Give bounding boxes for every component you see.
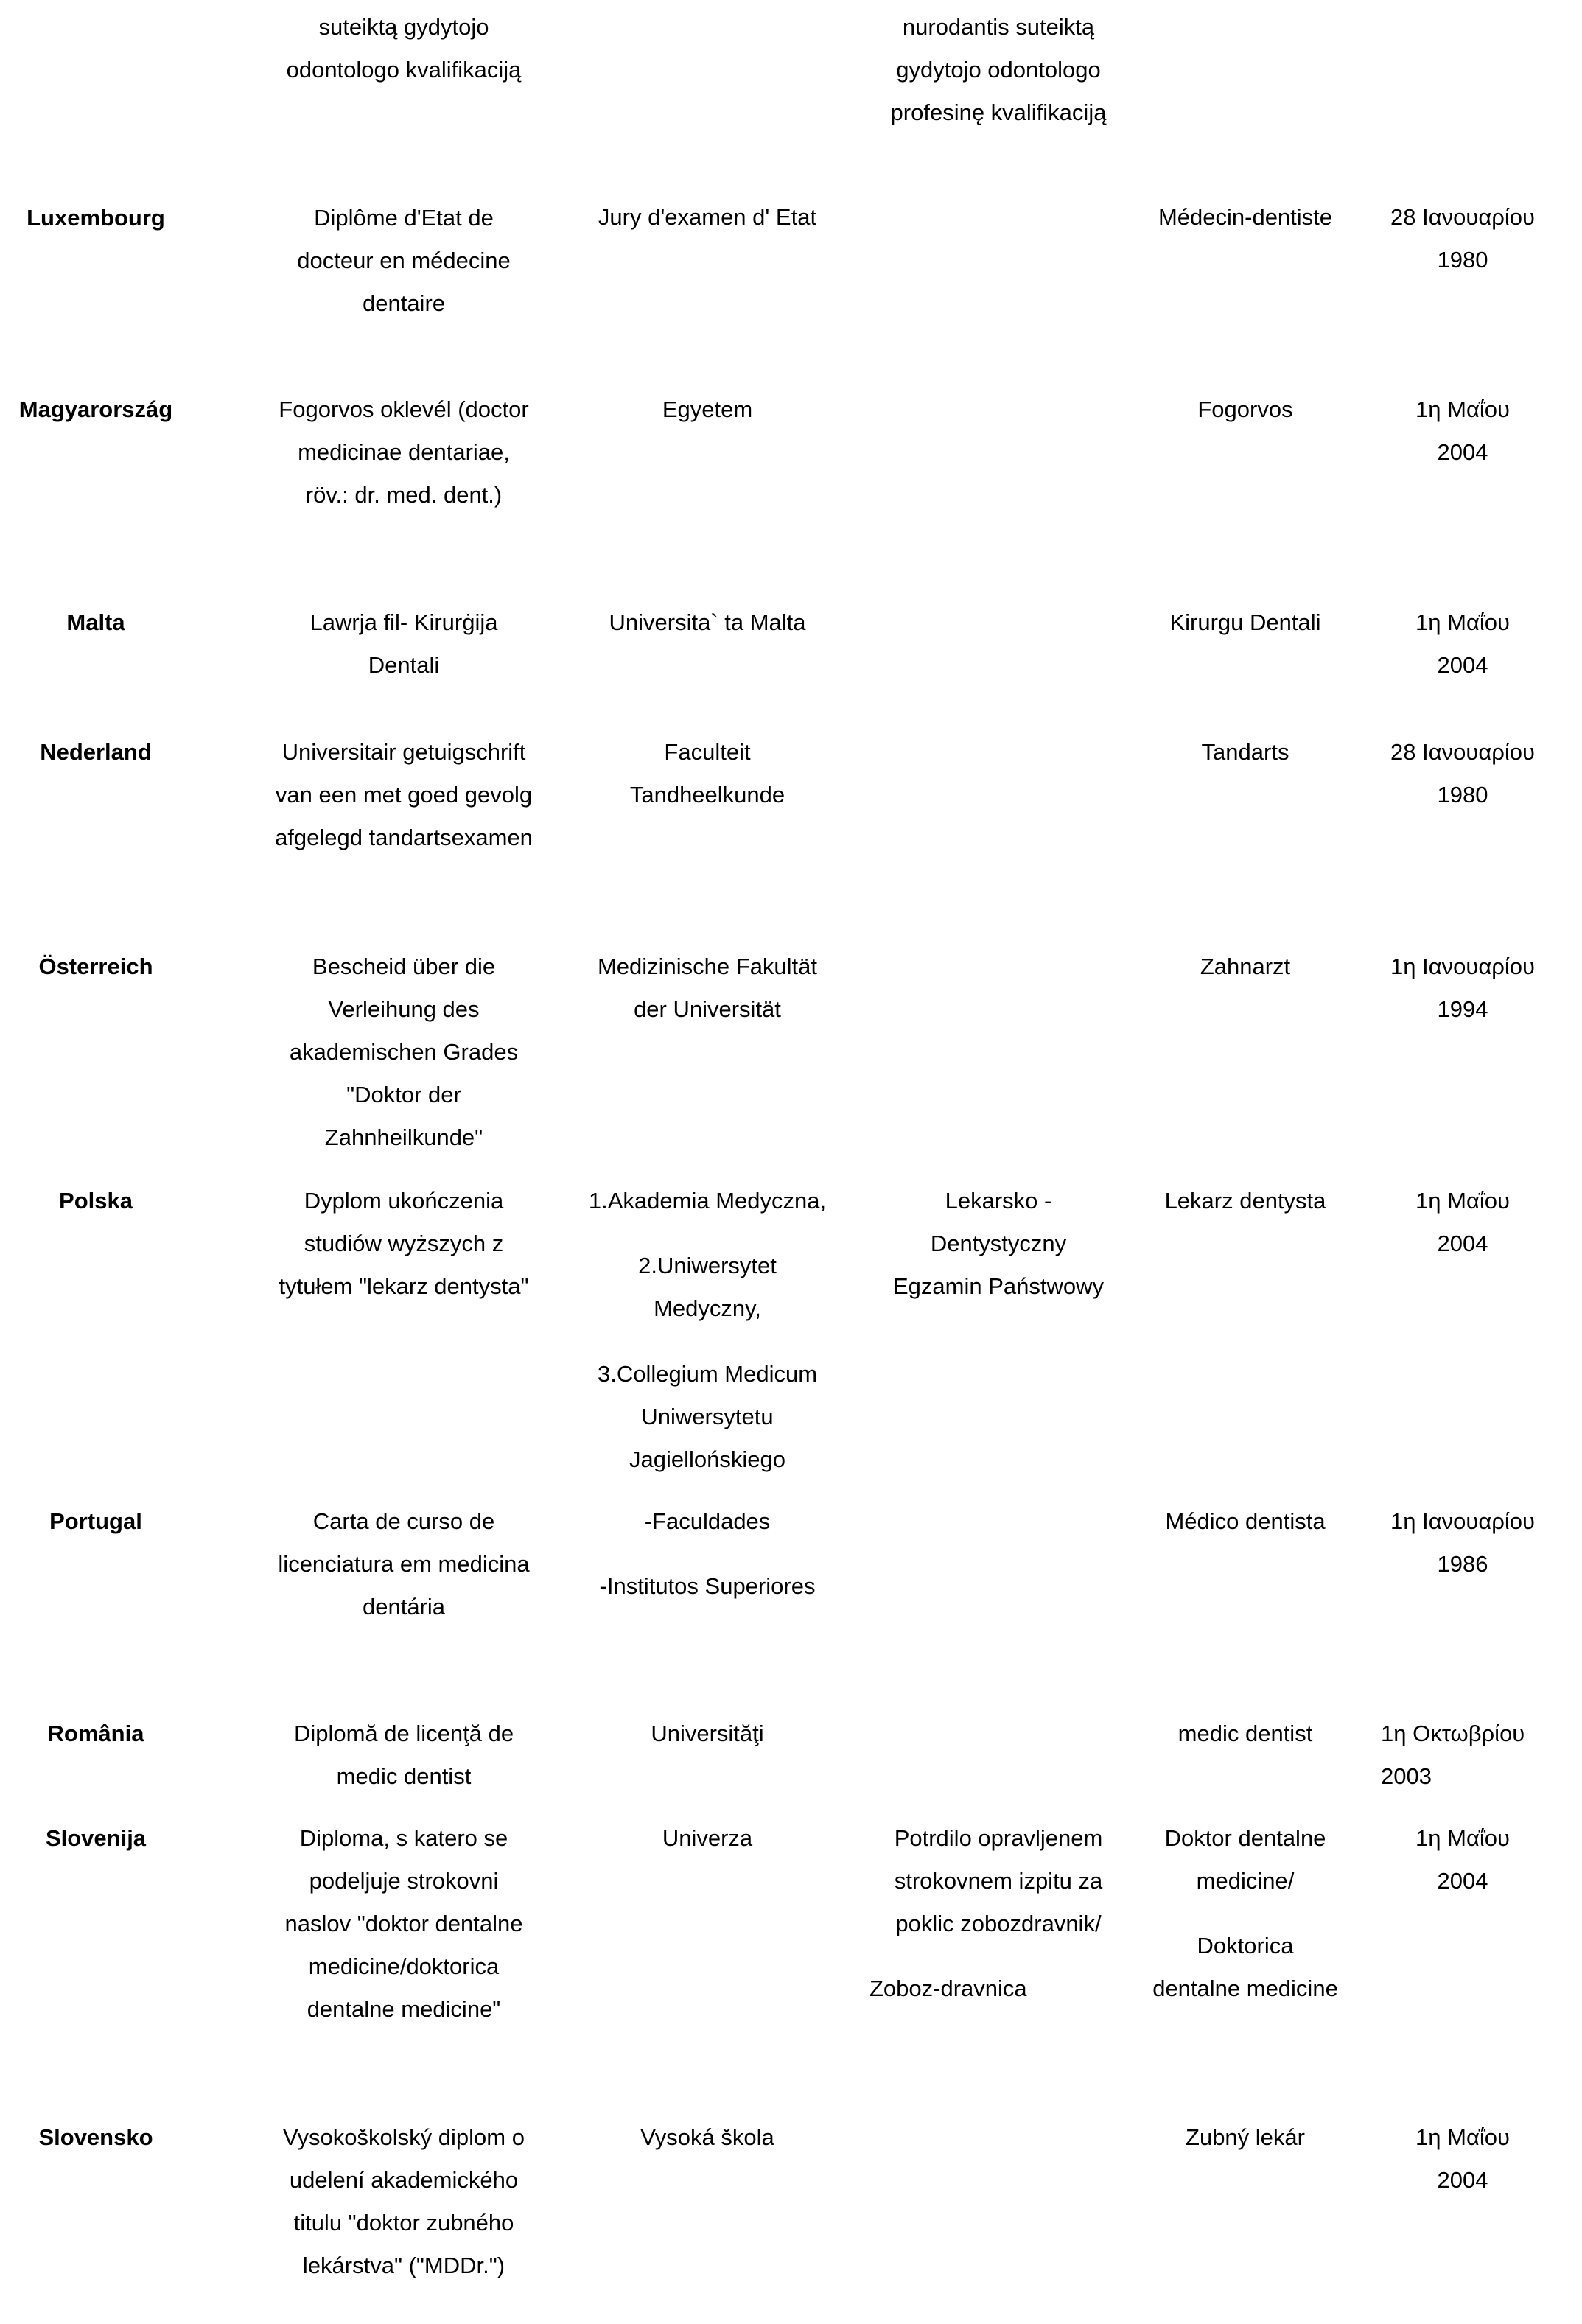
awarding-body: -Faculdades [644, 1508, 771, 1534]
awarding-body: Egyetem [662, 396, 753, 422]
professional-title: Doktorica dentalne medicine [1152, 1933, 1338, 2001]
country-name: Polska [59, 1188, 133, 1214]
country-name: Luxembourg [27, 205, 165, 231]
country-name: Magyarország [18, 396, 173, 422]
continued-diploma-text: suteiktą gydytojo odontologo kvalifikaciją [286, 14, 522, 83]
professional-title: Fogorvos [1197, 396, 1293, 422]
reference-date: 1η Ιανουαρίου 1986 [1390, 1508, 1535, 1577]
reference-date: 1η Μαΐου 2004 [1415, 1825, 1510, 1894]
diploma-title: Universitair getuigschrift van een met goed gevolg afgelegd tandartsexamen [275, 739, 533, 850]
professional-title: Zahnarzt [1200, 953, 1291, 979]
awarding-body: Vysoká škola [640, 2124, 774, 2150]
certificate-title: Lekarsko - Dentystyczny Egzamin Państwowy [892, 1188, 1104, 1299]
professional-title: Tandarts [1201, 739, 1289, 765]
country-name: Österreich [38, 953, 153, 979]
country-name: Portugal [49, 1508, 142, 1534]
country-name: Slovenija [45, 1825, 147, 1851]
diploma-title: Diplôme d'Etat de docteur en médecine dentaire [297, 205, 511, 316]
diploma-title: Diplomă de licenţă de medic dentist [293, 1721, 514, 1789]
reference-date: 1η Ιανουαρίου 1994 [1390, 953, 1535, 1022]
reference-date: 1η Μαΐου 2004 [1415, 2124, 1510, 2193]
country-name: Malta [66, 609, 125, 635]
certificate-title: Zoboz-dravnica [869, 1975, 1027, 2001]
reference-date: 1η Μαΐου 2004 [1415, 1188, 1510, 1256]
professional-title: Lekarz dentysta [1164, 1188, 1326, 1214]
awarding-body: Universita` ta Malta [609, 609, 806, 635]
diploma-title: Vysokoškolský diplom o udelení akademického titulu "doktor zubného lekárstva" ("MDDr.") [283, 2124, 525, 2278]
awarding-body: -Institutos Superiores [599, 1573, 816, 1599]
awarding-body: Faculteit Tandheelkunde [629, 739, 785, 808]
diploma-title: Fogorvos oklevél (doctor medicinae dentariae, röv.: dr. med. dent.) [279, 396, 529, 508]
diploma-title: Lawrja fil- Kirurġija Dentali [309, 609, 498, 678]
awarding-body: 2.Uniwersytet Medyczny, [638, 1253, 777, 1321]
continued-certificate-text: nurodantis suteiktą gydytojo odontologo profesinę kvalifikaciją [890, 14, 1107, 125]
awarding-body: 3.Collegium Medicum Uniwersytetu Jagiellońskiego [597, 1361, 818, 1472]
diploma-title: Dyplom ukończenia studiów wyższych z tytułem "lekarz dentysta" [279, 1188, 529, 1299]
awarding-body: 1.Akademia Medyczna, [588, 1188, 827, 1214]
awarding-body: Medizinische Fakultät der Universität [597, 953, 818, 1022]
awarding-body: Univerza [662, 1825, 753, 1851]
professional-title: Médico dentista [1165, 1508, 1326, 1534]
certificate-title: Potrdilo opravljenem strokovnem izpitu za poklic zobozdravnik/ [894, 1825, 1103, 1936]
professional-title: medic dentist [1177, 1721, 1313, 1746]
country-name: România [47, 1721, 144, 1746]
professional-title: Zubný lekár [1186, 2124, 1305, 2150]
diploma-title: Carta de curso de licenciatura em medicina dentária [278, 1508, 530, 1620]
reference-date: 1η Οκτωβρίου 2003 [1381, 1721, 1525, 1789]
professional-title: Kirurgu Dentali [1169, 609, 1321, 635]
diploma-title: Diploma, s katero se podeljuje strokovni naslov "doktor dentalne medicine/doktorica dentalne medicine" [284, 1825, 523, 2022]
reference-date: 28 Ιανουαρίου 1980 [1390, 204, 1535, 273]
country-name: Slovensko [38, 2124, 153, 2150]
awarding-body: Universităţi [651, 1721, 764, 1746]
reference-date: 1η Μαΐου 2004 [1415, 609, 1510, 678]
reference-date: 28 Ιανουαρίου 1980 [1390, 739, 1535, 808]
awarding-body: Jury d'examen d' Etat [598, 204, 817, 230]
reference-date: 1η Μαΐου 2004 [1415, 396, 1510, 465]
professional-title: Doktor dentalne medicine/ [1164, 1825, 1326, 1894]
diploma-title: Bescheid über die Verleihung des akademischen Grades "Doktor der Zahnheilkunde" [289, 953, 519, 1150]
professional-title: Médecin-dentiste [1158, 204, 1333, 230]
country-name: Nederland [40, 739, 152, 765]
